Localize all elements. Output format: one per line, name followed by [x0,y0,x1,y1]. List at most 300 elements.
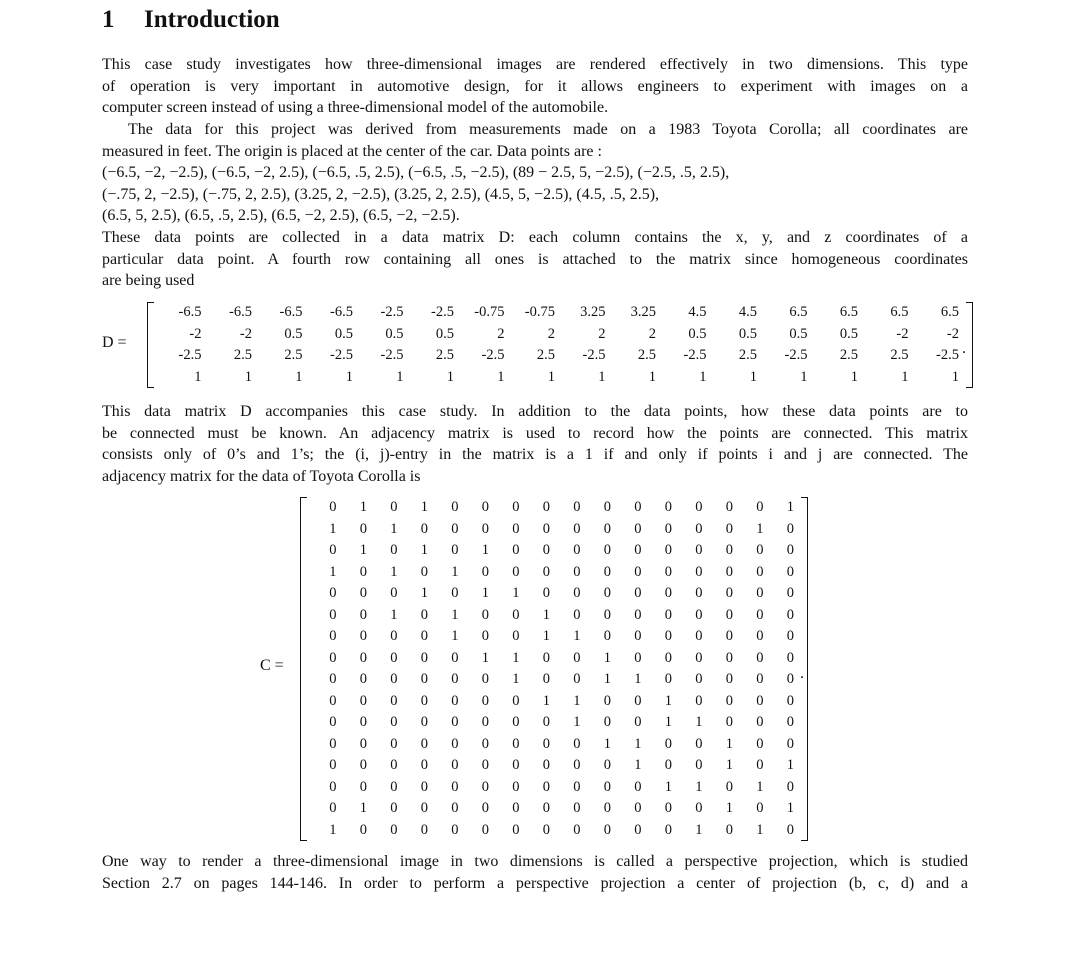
matrix-cell: -2.5 [380,304,404,320]
matrix-cell: 0 [664,520,672,537]
matrix-cell: 0 [512,542,520,558]
matrix-cell: 0 [695,692,703,709]
matrix-cell: 0 [603,821,611,838]
matrix-cell: 0 [664,821,672,838]
matrix-cell: 0 [542,735,550,752]
matrix-cell: 0 [664,585,672,601]
data-points-line: (−6.5, −2, −2.5), (−6.5, −2, 2.5), (−6.5, .5, 2.5), (−6.5, .5, −2.5), (89 − 2.5, 5, −2.5), (−2.5, .5, 2.5), [102,164,730,182]
matrix-cell: 0 [420,671,428,687]
matrix-cell: 0 [725,606,733,623]
matrix-cell: 0 [481,606,489,623]
matrix-cell: 0 [329,585,337,601]
matrix-cell: 0 [573,778,581,795]
matrix-cell: 0 [756,757,764,773]
matrix-row [306,691,794,713]
matrix-cell: 0 [573,499,581,515]
matrix-cell: -2.5 [330,347,353,363]
matrix-cell: 0 [451,800,459,816]
matrix-cell: 1 [329,563,337,580]
matrix-cell: 0 [786,606,794,623]
matrix-row [306,755,794,777]
matrix-cell: 0 [512,563,520,580]
matrix-cell: 0 [481,714,489,730]
matrix-cell: 0 [786,649,794,666]
matrix-cell: 1 [451,563,459,580]
matrix-cell: 1 [850,368,858,385]
matrix-d-label: D = [102,334,127,351]
matrix-cell: 1 [603,649,611,666]
matrix-cell: 6.5 [839,304,858,320]
matrix-d-table [151,302,959,388]
matrix-cell: 0 [695,800,703,816]
matrix-row [306,605,794,627]
matrix-cell: 0 [756,800,764,816]
matrix-cell: -2.5 [582,347,606,363]
intro-paragraph-1 [102,54,968,119]
matrix-d-period: . [962,340,966,357]
matrix-cell: -6.5 [330,304,353,320]
matrix-cell: 1 [634,735,642,752]
matrix-cell: 0 [451,671,459,687]
matrix-cell: 0 [664,563,672,580]
data-points-line: (6.5, 5, 2.5), (6.5, .5, 2.5), (6.5, −2, 2.5), (6.5, −2, −2.5). [102,207,460,225]
matrix-cell: 4.5 [688,304,707,320]
matrix-cell: 0 [390,585,398,601]
matrix-cell: 0 [420,649,428,666]
matrix-cell: 1 [573,628,581,644]
matrix-cell: 0 [390,735,398,752]
matrix-cell: 0 [420,778,428,795]
text-line: This data matrix D accompanies this case study. In addition to the data points, how these data points are to [102,403,968,420]
matrix-cell: 0 [725,499,733,515]
matrix-cell: 1 [695,821,703,838]
matrix-cell: 0 [786,692,794,709]
matrix-cell: 1 [664,714,672,730]
matrix-cell: 0 [512,800,520,816]
matrix-cell: 1 [481,585,489,601]
matrix-cell: 0 [695,757,703,773]
matrix-cell: 0 [329,778,337,795]
matrix-cell: 0 [634,499,642,515]
matrix-cell: 0 [695,735,703,752]
matrix-cell: 0 [390,800,398,816]
matrix-cell: 0 [390,499,398,515]
matrix-cell: 0 [695,649,703,666]
matrix-cell: 0 [329,757,337,773]
matrix-cell: 1 [512,671,520,687]
matrix-cell: 1 [396,368,404,385]
matrix-cell: 0 [420,606,428,623]
matrix-cell: 0 [664,757,672,773]
matrix-row [306,669,794,691]
matrix-cell: 0 [542,499,550,515]
matrix-cell: 0 [542,585,550,601]
matrix-cell: 1 [699,368,707,385]
matrix-cell: 0 [512,821,520,838]
matrix-cell: 0 [756,714,764,730]
matrix-cell: 0 [481,800,489,816]
matrix-cell: 0 [756,692,764,709]
matrix-cell: 0 [573,520,581,537]
matrix-cell: 0 [603,520,611,537]
text-line: One way to render a three-dimensional image in two dimensions is called a perspective projection, which is studied [102,853,968,870]
text-line: consists only of 0’s and 1’s; the (i, j)-entry in the matrix is a 1 if and only if points i and j are connected. The [102,446,968,464]
matrix-row [306,497,794,519]
matrix-cell: 0 [359,628,367,644]
matrix-cell: 0 [542,821,550,838]
matrix-cell: 1 [497,368,505,385]
matrix-cell: 0 [390,692,398,709]
matrix-cell: 2.5 [738,347,757,363]
matrix-cell: -0.75 [524,304,555,320]
matrix-cell: 1 [512,649,520,666]
matrix-cell: 0.5 [789,325,808,342]
matrix-cell: -2 [189,325,202,342]
text-line: computer screen instead of using a three-dimensional model of the automobile. [102,99,609,117]
matrix-cell: 2 [598,325,606,342]
text-line: The data for this project was derived from measurements made on a 1983 Toyota Corolla; all coordinates are [128,121,968,138]
matrix-cell: 0 [390,821,398,838]
matrix-cell: -6.5 [178,304,202,320]
intro-paragraph-4 [102,851,968,894]
matrix-cell: 0 [573,757,581,773]
matrix-cell: 0.5 [435,325,454,342]
matrix-cell: 0 [573,542,581,558]
matrix-cell: 0 [420,563,428,580]
matrix-cell: 0 [451,520,459,537]
matrix-cell: 0 [786,628,794,644]
matrix-cell: 6.5 [789,304,808,320]
matrix-cell: 0 [725,692,733,709]
adjacency-matrix-c [300,497,808,841]
matrix-cell: 0 [634,778,642,795]
matrix-cell: 1 [756,778,764,795]
matrix-cell: 0 [603,800,611,816]
matrix-cell: 1 [295,368,303,385]
matrix-cell: 0 [634,692,642,709]
matrix-cell: 0 [603,628,611,644]
matrix-cell: 0 [329,692,337,709]
matrix-cell: 0 [390,671,398,687]
matrix-cell: 0 [786,735,794,752]
matrix-cell: 0 [603,499,611,515]
matrix-cell: 0 [634,821,642,838]
matrix-cell: 0 [756,649,764,666]
matrix-cell: 0 [786,714,794,730]
section-title: Introduction [144,6,280,33]
matrix-cell: 0 [786,520,794,537]
matrix-cell: 0 [573,585,581,601]
matrix-row [306,734,794,756]
matrix-cell: 0 [359,692,367,709]
matrix-cell: 2.5 [284,347,303,363]
matrix-cell: 0 [725,649,733,666]
matrix-cell: 1 [786,757,794,773]
matrix-cell: 6.5 [940,304,959,320]
matrix-cell: 1 [634,671,642,687]
matrix-cell: 0 [359,649,367,666]
text-line: These data points are collected in a data matrix D: each column contains the x, y, and z coordinates of a [102,228,968,246]
matrix-cell: 0 [420,757,428,773]
matrix-row [306,648,794,670]
matrix-cell: 0 [634,800,642,816]
matrix-cell: 0 [512,606,520,623]
matrix-cell: 1 [420,542,428,558]
matrix-cell: 0 [420,735,428,752]
matrix-cell: 0.5 [738,325,757,342]
section-heading [102,6,280,34]
matrix-cell: 1 [786,800,794,816]
matrix-cell: 0 [329,671,337,687]
matrix-cell: 0 [786,542,794,558]
matrix-cell: 1 [756,520,764,537]
matrix-cell: 0 [725,778,733,795]
matrix-cell: -2 [946,325,959,342]
matrix-cell: 0 [481,628,489,644]
matrix-cell: 0 [512,778,520,795]
matrix-cell: 0 [603,606,611,623]
matrix-cell: 0 [634,649,642,666]
matrix-cell: 0 [329,649,337,666]
text-line: measured in feet. The origin is placed at the center of the car. Data points are : [102,142,602,160]
matrix-c-table [306,497,794,841]
matrix-cell: 3.25 [580,304,606,320]
matrix-cell: 1 [446,368,454,385]
matrix-cell: 0 [634,520,642,537]
matrix-cell: 1 [756,821,764,838]
matrix-cell: 1 [695,714,703,730]
matrix-cell: 0 [664,671,672,687]
matrix-cell: 1 [603,671,611,687]
matrix-cell: 0 [420,628,428,644]
matrix-cell: 1 [725,735,733,752]
matrix-cell: 1 [695,778,703,795]
matrix-cell: 0 [512,735,520,752]
matrix-cell: 1 [725,800,733,816]
matrix-cell: 1 [725,757,733,773]
matrix-c-period: . [800,665,804,682]
matrix-cell: 0 [420,800,428,816]
matrix-cell: 0 [695,628,703,644]
matrix-cell: 0 [664,800,672,816]
matrix-cell: 2.5 [637,347,656,363]
matrix-cell: 0 [695,520,703,537]
matrix-cell: 0 [481,499,489,515]
matrix-cell: 0 [573,821,581,838]
matrix-cell: 2 [497,325,505,342]
matrix-cell: 0 [390,757,398,773]
matrix-cell: 0.5 [839,325,858,342]
matrix-cell: 1 [359,800,367,816]
matrix-cell: 0 [481,757,489,773]
matrix-row [306,519,794,541]
data-matrix-d [147,302,973,388]
matrix-cell: 0 [390,714,398,730]
matrix-cell: 2.5 [536,347,555,363]
matrix-row [306,712,794,734]
matrix-cell: 1 [648,368,656,385]
matrix-row [306,583,794,605]
matrix-cell: 0 [481,671,489,687]
matrix-cell: 0 [329,714,337,730]
matrix-cell: 0 [695,542,703,558]
matrix-cell: 0 [756,585,764,601]
matrix-cell: 1 [542,692,550,709]
matrix-cell: 0 [664,628,672,644]
matrix-row [306,626,794,648]
matrix-cell: 0 [329,735,337,752]
matrix-cell: -2.5 [784,347,808,363]
matrix-cell: 0 [786,563,794,580]
matrix-cell: 1 [451,628,459,644]
matrix-cell: 1 [420,585,428,601]
matrix-cell: -2 [896,325,909,342]
matrix-cell: 0 [634,628,642,644]
matrix-cell: 0 [481,821,489,838]
matrix-cell: 0 [390,628,398,644]
matrix-cell: -2.5 [936,347,959,363]
matrix-cell: 0 [329,606,337,623]
matrix-cell: 0 [573,735,581,752]
matrix-cell: 0 [329,499,337,515]
matrix-cell: 0 [786,585,794,601]
matrix-cell: 0 [481,778,489,795]
matrix-row [306,798,794,820]
matrix-cell: 0 [603,585,611,601]
text-line: particular data point. A fourth row containing all ones is attached to the matrix since homogeneous coordinates [102,250,968,268]
matrix-cell: -2 [239,325,252,342]
matrix-cell: 1 [390,606,398,623]
matrix-cell: 2 [648,325,656,342]
matrix-cell: 1 [359,542,367,558]
matrix-cell: 0 [603,757,611,773]
matrix-cell: 0 [725,821,733,838]
matrix-cell: 0 [420,692,428,709]
matrix-cell: 0 [359,757,367,773]
matrix-cell: 0 [725,585,733,601]
matrix-cell: 1 [547,368,555,385]
matrix-cell: 0 [603,778,611,795]
matrix-cell: -2.5 [683,347,707,363]
matrix-cell: 0 [542,671,550,687]
matrix-cell: 0.5 [385,325,404,342]
matrix-cell: 0 [512,628,520,644]
matrix-cell: 0 [573,649,581,666]
matrix-cell: 0 [451,757,459,773]
matrix-cell: 1 [451,606,459,623]
matrix-cell: 1 [573,714,581,730]
matrix-cell: 0 [359,778,367,795]
matrix-cell: 0 [329,800,337,816]
text-line: Section 2.7 on pages 144-146. In order to perform a perspective projection a center of projection (b, c, d) and a [102,874,968,892]
matrix-cell: 0 [359,714,367,730]
matrix-cell: 0 [603,714,611,730]
matrix-cell: 1 [329,821,337,838]
matrix-cell: 0 [451,714,459,730]
matrix-cell: 0 [725,628,733,644]
matrix-cell: 1 [194,368,202,385]
matrix-cell: -2.5 [380,347,404,363]
matrix-cell: 0 [756,499,764,515]
matrix-cell: 4.5 [738,304,757,320]
matrix-cell: 3.25 [630,304,656,320]
matrix-cell: 0 [359,671,367,687]
matrix-cell: 0 [359,563,367,580]
matrix-cell: 0 [359,520,367,537]
matrix-cell: 1 [634,757,642,773]
matrix-cell: 0 [756,606,764,623]
matrix-cell: 1 [573,692,581,709]
matrix-cell: 0 [634,714,642,730]
text-line: This case study investigates how three-dimensional images are rendered effectively in two dimensions. This type [102,56,968,73]
matrix-cell: 1 [603,735,611,752]
matrix-cell: 0 [512,692,520,709]
text-line: be connected must be known. An adjacency matrix is used to record how the points are connected. This matrix [102,424,968,442]
matrix-cell: -6.5 [279,304,303,320]
matrix-cell: 0 [512,499,520,515]
matrix-cell: 0 [512,757,520,773]
matrix-cell: 1 [901,368,909,385]
matrix-cell: 1 [800,368,808,385]
matrix-cell: 0 [573,671,581,687]
matrix-cell: 1 [390,563,398,580]
matrix-cell: 1 [951,368,959,385]
matrix-cell: 0 [390,649,398,666]
matrix-cell: 0 [481,692,489,709]
matrix-cell: 0 [542,520,550,537]
matrix-cell: 1 [244,368,252,385]
matrix-row [306,820,794,842]
matrix-cell: 0 [390,542,398,558]
matrix-cell: 0 [695,606,703,623]
matrix-row [151,324,959,346]
matrix-cell: 1 [345,368,353,385]
left-bracket [147,302,154,388]
matrix-cell: 0 [359,735,367,752]
matrix-cell: 0 [603,542,611,558]
matrix-cell: -0.75 [474,304,505,320]
matrix-cell: 0 [420,821,428,838]
matrix-cell: 0 [542,800,550,816]
matrix-cell: 0 [451,821,459,838]
matrix-cell: 1 [329,520,337,537]
matrix-cell: 0 [390,778,398,795]
matrix-cell: 0 [481,520,489,537]
matrix-cell: 0 [756,563,764,580]
matrix-cell: 0 [481,563,489,580]
matrix-cell: 0 [603,692,611,709]
matrix-cell: 0 [542,563,550,580]
matrix-cell: 0 [786,778,794,795]
matrix-cell: 0 [451,778,459,795]
matrix-cell: 0 [725,671,733,687]
matrix-cell: 0 [664,735,672,752]
matrix-cell: 0 [786,671,794,687]
matrix-cell: 1 [390,520,398,537]
matrix-cell: 0 [542,757,550,773]
matrix-cell: 1 [359,499,367,515]
matrix-cell: 0 [664,649,672,666]
matrix-cell: 1 [481,649,489,666]
matrix-cell: 0 [695,499,703,515]
section-number: 1 [102,6,115,33]
matrix-cell: 1 [749,368,757,385]
text-line: are being used [102,272,195,290]
matrix-cell: 0 [664,499,672,515]
matrix-row [306,562,794,584]
matrix-cell: 1 [598,368,606,385]
matrix-cell: 0 [542,778,550,795]
